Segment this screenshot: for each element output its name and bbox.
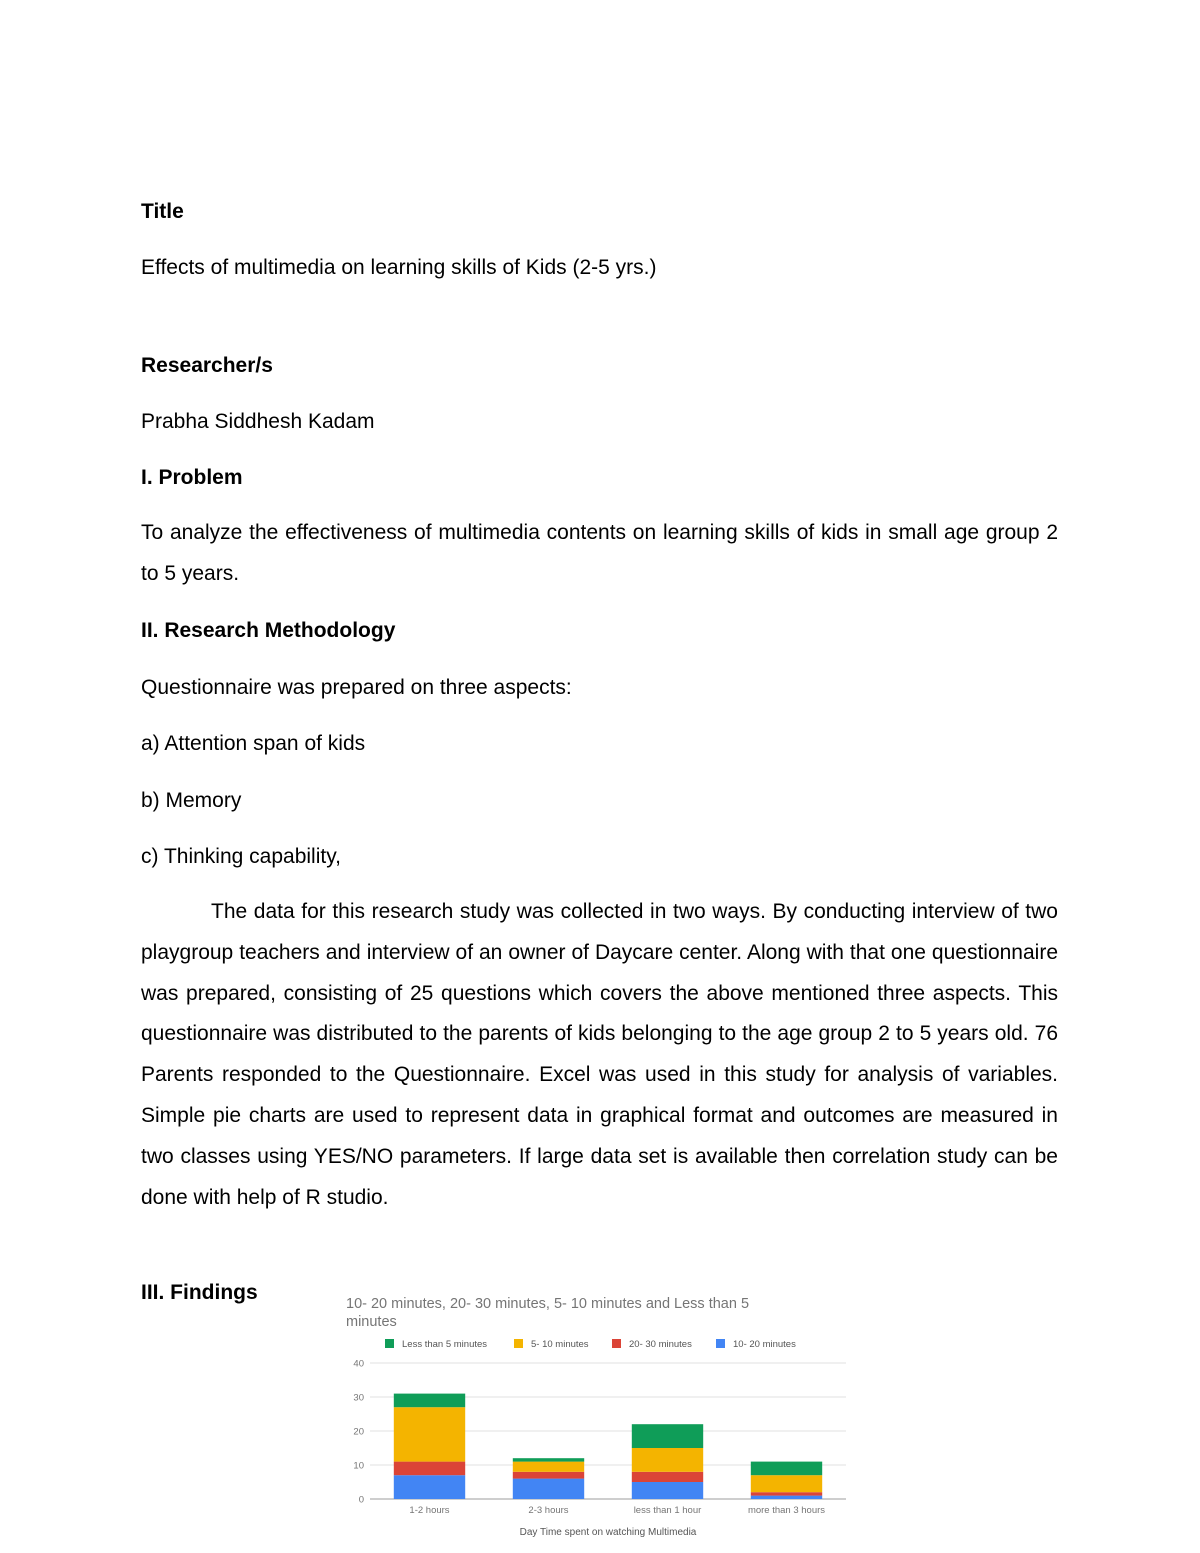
bar-segment (394, 1462, 465, 1476)
y-tick-label: 40 (353, 1358, 364, 1370)
legend-swatch (514, 1339, 523, 1348)
bar-segment (513, 1472, 584, 1479)
legend-swatch (385, 1339, 394, 1348)
aspect-item: b) Memory (141, 789, 242, 812)
methodology-paragraph: The data for this research study was collected in two ways. By conducting interview of two playgroup teachers and interview of an owner of Daycare center. Along with that one questionnaire was prepared, consisting of 25 questions which covers the above mentioned three aspects. This questionnaire was distributed to the parents of kids belonging to the age group 2 to 5 years old. 76 Parents responded to the Questionnaire. Excel was used in this study for analysis of variables. Simple pie charts are used to represent data in graphical format and outcomes are measured in two classes using YES/NO parameters. If large data set is available then correlation study can be done with help of R studio. (141, 900, 1058, 1209)
bar-segment (513, 1458, 584, 1461)
findings-heading: III. Findings (141, 1281, 258, 1304)
bar-segment (394, 1407, 465, 1461)
legend-label: 10- 20 minutes (733, 1339, 796, 1350)
legend-swatch (612, 1339, 621, 1348)
y-tick-label: 0 (358, 1494, 364, 1506)
bar-segment (751, 1496, 822, 1499)
bar-segment (394, 1394, 465, 1408)
legend-label: 20- 30 minutes (629, 1339, 692, 1350)
bar-segment (513, 1479, 584, 1499)
legend-swatch (716, 1339, 725, 1348)
x-axis-label: Day Time spent on watching Multimedia (519, 1527, 697, 1538)
x-tick-label: more than 3 hours (747, 1505, 826, 1516)
bar-segment (751, 1475, 822, 1492)
bar-segment (632, 1448, 703, 1472)
title-text: Effects of multimedia on learning skills of Kids (2-5 yrs.) (141, 256, 657, 279)
aspect-item: c) Thinking capability, (141, 845, 341, 868)
bar-segment (751, 1492, 822, 1495)
legend-label: Less than 5 minutes (402, 1339, 488, 1350)
aspect-item: a) Attention span of kids (141, 732, 366, 755)
problem-heading: I. Problem (141, 466, 243, 489)
researcher-name: Prabha Siddhesh Kadam (141, 410, 375, 433)
stacked-bar-chart (330, 1285, 860, 1550)
title-heading: Title (141, 200, 184, 223)
x-tick-label: 1-2 hours (409, 1505, 450, 1516)
legend-label: 5- 10 minutes (531, 1339, 589, 1350)
chart-title: minutes (346, 1314, 397, 1330)
problem-text: To analyze the effectiveness of multimedia contents on learning skills of kids in small age group 2 to 5 years. (141, 521, 1058, 585)
y-tick-label: 30 (353, 1392, 364, 1404)
bar-segment (632, 1472, 703, 1482)
bar-segment (632, 1482, 703, 1499)
methodology-heading: II. Research Methodology (141, 619, 396, 642)
x-tick-label: less than 1 hour (633, 1505, 702, 1516)
bar-segment (751, 1462, 822, 1476)
y-tick-label: 10 (353, 1460, 364, 1472)
y-tick-label: 20 (353, 1426, 364, 1438)
chart-title: 10- 20 minutes, 20- 30 minutes, 5- 10 minutes and Less than 5 (346, 1296, 750, 1312)
bar-segment (513, 1462, 584, 1472)
x-tick-label: 2-3 hours (528, 1505, 569, 1516)
researcher-heading: Researcher/s (141, 354, 273, 377)
bar-segment (394, 1475, 465, 1499)
bar-segment (632, 1424, 703, 1448)
methodology-intro: Questionnaire was prepared on three aspects: (141, 676, 572, 699)
